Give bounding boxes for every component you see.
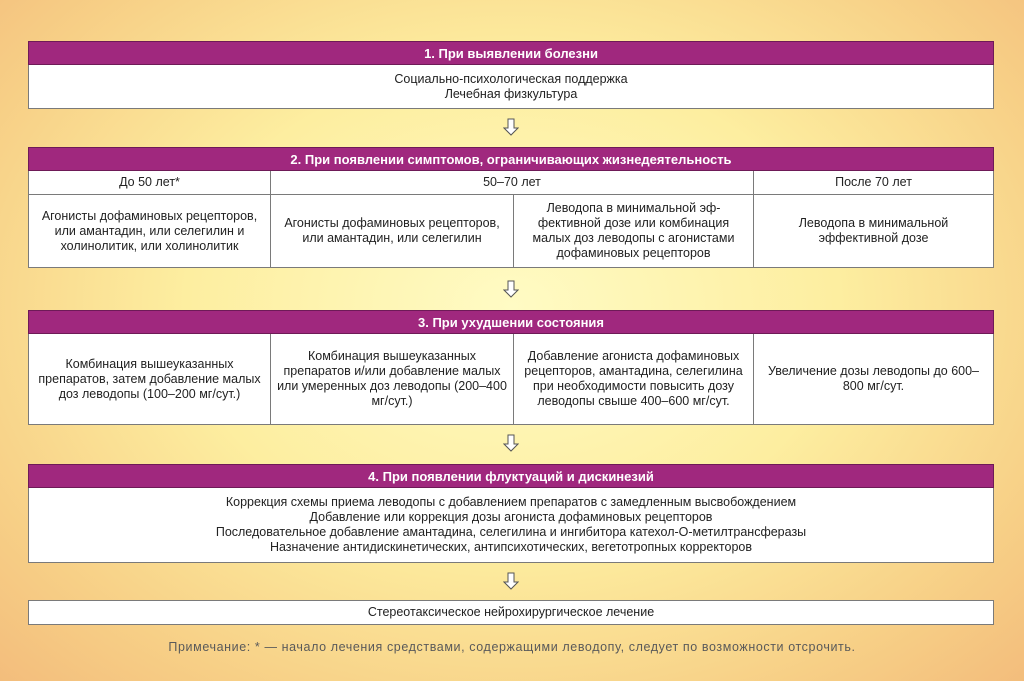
stage-4-line: Назначение антидискинетических, антипсихотических, вегетотропных корректоров [269,540,753,554]
stage-3-cell: Комбинация вышеуказанных препаратов, затем добавление малых доз леводопы (100–200 мг/сут.) [28,334,271,425]
stage-1-line: Лечебная физкультура [444,86,578,101]
stage-3-cell: Добавление агониста дофаминовых рецепторов, амантадина, селегилина при необходимости повысить дозу леводопы свыше 400–600 мг/сут. [514,334,754,425]
down-arrow-icon [503,434,519,452]
stage-3-cell: Комбинация вышеуказанных препаратов и/или добавление малых или умеренных доз леводопы (200–400 мг/сут.) [271,334,514,425]
stage-4-block [28,464,994,563]
stage-2-cells-row [28,195,994,268]
stage-4-line: Коррекция схемы приема леводопы с добавлением препаратов с замедленным высвобождением [225,495,797,509]
stage-3-header: 3. При ухудшении состояния [28,310,994,334]
stage-4-body [28,488,994,563]
down-arrow-icon [503,118,519,136]
stage-2-cell: Леводопа в минимальной эффективной дозе [754,195,994,268]
stage-2-cell: Агонисты дофаминовых рецепторов, или амантадин, или селегилин и холинолитик, или холинолитик [28,195,271,268]
footnote: Примечание: * — начало лечения средствами, содержащими леводопу, следует по возможности отсрочить. [168,640,856,654]
age-group-under-50: До 50 лет* [28,171,271,195]
stage-2-block [28,147,994,268]
age-group-over-70: После 70 лет [754,171,994,195]
stage-1-block [28,41,994,109]
age-group-50-70: 50–70 лет [271,171,754,195]
stage-4-header: 4. При появлении флуктуаций и дискинезий [28,464,994,488]
stage-2-header: 2. При появлении симптомов, ограничивающих жизнедеятельность [28,147,994,171]
stage-4-line: Добавление или коррекция дозы агониста дофаминовых рецепторов [309,510,713,524]
stage-5-block [28,600,994,625]
stage-2-cell: Агонисты дофаминовых рецепторов, или амантадин, или селегилин [271,195,514,268]
down-arrow-icon [503,280,519,298]
stage-2-cell: Леводопа в минимальной эффективной дозе или комбинация малых доз леводопы с агонистами дофаминовых рецепторов [514,195,754,268]
stage-4-line: Последовательное добавление амантадина, селегилина и ингибитора катехол-О-метилтрансферазы [215,525,807,539]
down-arrow-icon [503,572,519,590]
surgery-box: Стереотаксическое нейрохирургическое лечение [28,600,994,625]
stage-1-line: Социально-психологическая поддержка [394,71,628,86]
stage-3-cells-row [28,334,994,425]
stage-3-block [28,310,994,425]
stage-3-cell: Увеличение дозы леводопы до 600–800 мг/сут. [754,334,994,425]
stage-1-header: 1. При выявлении болезни [28,41,994,65]
stage-1-body [28,65,994,109]
age-groups-row [28,171,994,195]
